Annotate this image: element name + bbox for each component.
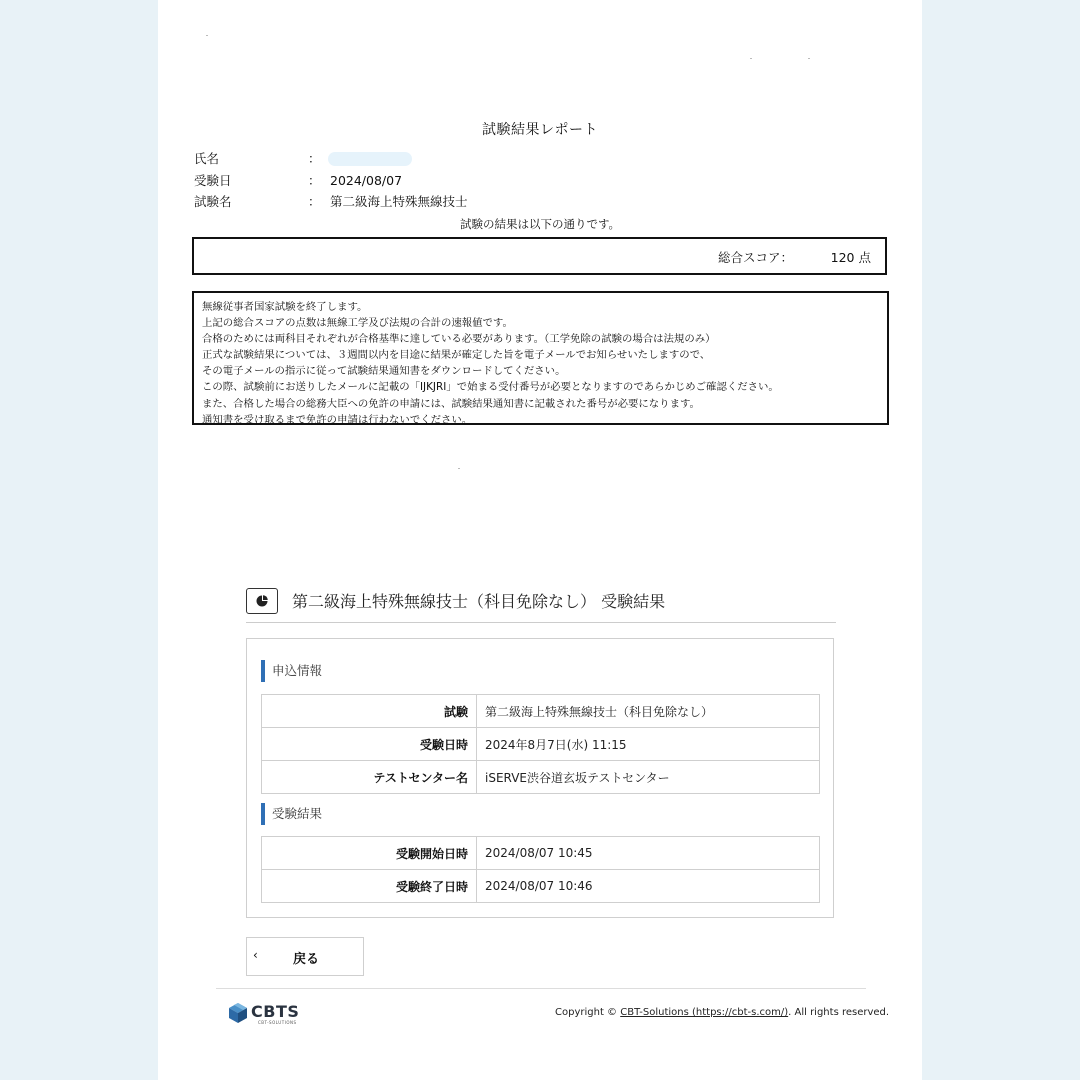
info-value: 2024/08/07 (330, 173, 403, 188)
section-heading-result: 受験結果 (261, 803, 322, 825)
footer-divider (216, 988, 866, 989)
logo-subtext: CBT-SOLUTIONS (258, 1020, 297, 1025)
back-button[interactable] (246, 937, 364, 976)
table-row (262, 761, 820, 794)
info-colon: ： (308, 173, 321, 188)
notice-line: 無線従事者国家試験を終了します。 (202, 301, 368, 313)
table-key: 試験 (262, 695, 477, 728)
table-value: 2024年8月7日(水) 11:15 (477, 728, 820, 761)
info-value: 第二級海上特殊無線技士 (330, 194, 468, 209)
result-table (261, 836, 820, 903)
section-heading-application: 申込情報 (261, 660, 322, 682)
cube-icon (228, 1002, 248, 1024)
redacted-name (328, 152, 412, 166)
scan-speck (808, 58, 810, 59)
result-intro: 試験の結果は以下の通りです。 (459, 217, 621, 231)
copyright-link[interactable]: CBT-Solutions (https://cbt-s.com/) (620, 1007, 789, 1018)
notice-line: また、合格した場合の総務大臣への免許の申請には、試験結果通知書に記載された番号が必要になります。 (202, 397, 700, 410)
info-colon: ： (308, 151, 321, 166)
table-row (262, 870, 820, 903)
notice-line: 正式な試験結果については、３週間以内を目途に結果が確定した旨を電子メールでお知らせいたしますので、 (202, 349, 711, 362)
table-key: テストセンター名 (262, 761, 477, 794)
scan-speck (206, 35, 208, 36)
table-key: 受験日時 (262, 728, 477, 761)
notice-line: 合格のためには両科目それぞれが合格基準に達している必要があります。（工学免除の試験の場合は法規のみ） (202, 333, 716, 346)
scan-speck (750, 58, 752, 59)
table-value: iSERVE渋谷道玄坂テストセンター (477, 761, 820, 794)
back-button-label: 戻る (293, 952, 320, 967)
scan-speck (458, 468, 460, 469)
page-title: 第二級海上特殊無線技士（科目免除なし） 受験結果 (292, 592, 666, 611)
copyright-suffix: . All rights reserved. (788, 1007, 890, 1018)
copyright (555, 1007, 889, 1018)
info-label: 氏名 (194, 151, 220, 166)
pie-chart-icon (246, 588, 278, 614)
table-value: 第二級海上特殊無線技士（科目免除なし） (477, 695, 820, 728)
score-label: 総合スコア： (717, 250, 793, 265)
application-table (261, 694, 820, 794)
info-label: 受験日 (194, 173, 232, 188)
notice-line: 上記の総合スコアの点数は無線工学及び法規の合計の速報値です。 (202, 317, 513, 330)
table-value: 2024/08/07 10:46 (477, 870, 820, 903)
info-colon: ： (308, 194, 321, 209)
info-label: 試験名 (194, 194, 232, 209)
divider (246, 622, 836, 623)
notice-box (192, 291, 889, 425)
score-box (192, 237, 887, 275)
report-paper (158, 0, 922, 1080)
copyright-prefix: Copyright © (555, 1007, 621, 1018)
notice-line: この際、試験前にお送りしたメールに記載の「IJKJRI」で始まる受付番号が必要となりますのであらかじめご確認ください。 (202, 381, 779, 394)
table-row (262, 728, 820, 761)
cbts-logo (228, 1002, 318, 1026)
table-key: 受験終了日時 (262, 870, 477, 903)
notice-line: その電子メールの指示に従って試験結果通知書をダウンロードしてください。 (202, 365, 566, 378)
logo-text: CBTS (251, 1002, 300, 1021)
web-header (246, 585, 836, 617)
table-value: 2024/08/07 10:45 (477, 837, 820, 870)
chevron-left-icon: ‹ (253, 948, 258, 962)
report-title: 試験結果レポート (482, 122, 598, 138)
web-result-section (246, 585, 836, 894)
table-row (262, 695, 820, 728)
result-panel (246, 638, 834, 918)
table-key: 受験開始日時 (262, 837, 477, 870)
notice-line: 通知書を受け取るまで免許の申請は行わないでください。 (202, 413, 473, 426)
score-value: 120 点 (830, 250, 871, 265)
table-row (262, 837, 820, 870)
